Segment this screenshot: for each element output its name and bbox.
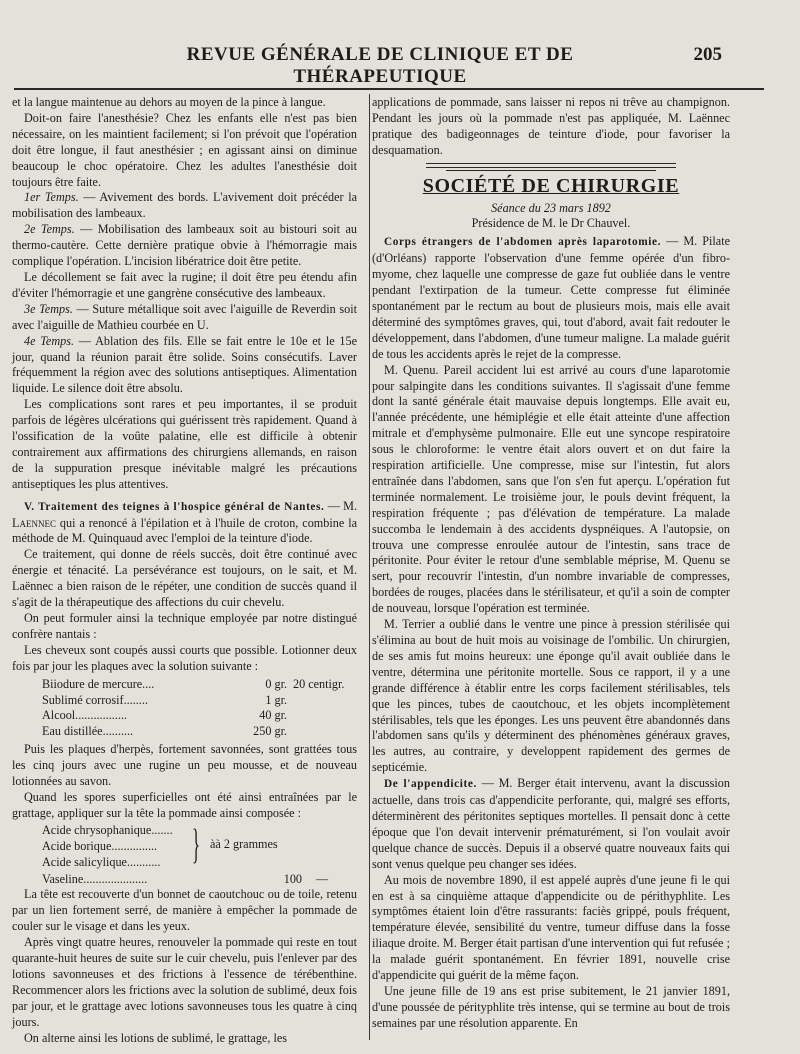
paragraph: Les cheveux sont coupés aussi courts que possible. Lotionner deux fois par jour les plaques avec la solution suivante : [12, 642, 357, 673]
formula-row [42, 708, 337, 724]
formula-pommade [42, 823, 357, 871]
section-heading: De l'appendicite. [384, 778, 477, 791]
section-rule [426, 163, 676, 168]
page-header [0, 40, 800, 87]
quantity: 250 gr. [253, 724, 287, 739]
paragraph: Puis les plaques d'herpès, fortement savonnées, sont grattées tous les cinq jours avec une rugine un peu mousse, et de nouveau lotionnées au savon. [12, 742, 357, 789]
paragraph: Une jeune fille de 19 ans est prise subitement, le 21 janvier 1891, d'une poussée de pérityphlite très intense, qui se termine au bout de trois semaines par une résolution apparente. En [372, 983, 730, 1030]
quantity: 100 [283, 871, 302, 886]
paragraph [12, 222, 357, 270]
paragraph [12, 190, 357, 222]
paragraph: Le décollement se fait avec la rugine; il doit être peu étendu afin d'éviter l'hémorragie et une gangrène consécutive des lambeaux. [12, 269, 357, 300]
unit: 20 centigr. [293, 676, 345, 691]
step-label: 1er Temps. [24, 190, 79, 205]
running-title: REVUE GÉNÉRALE DE CLINIQUE ET DE THÉRAPEUTIQUE [186, 44, 574, 87]
paragraph: Doit-on faire l'anesthésie? Chez les enfants elle n'est pas bien nécessaire, on les maintient facilement; si l'on prévoit que l'opération doit être longue, il faut anesthésier ; en agissant ainsi on diminue beaucoup le choc opératoire. Chez les adultes l'anesthésie doit toujours être faite. [12, 110, 357, 189]
paragraph: Quand les spores superficielles ont été ainsi entraînées par le grattage, appliquer sur la tête la pommade ainsi composée : [12, 789, 357, 820]
unit [287, 708, 353, 724]
ingredient: Vaseline..................... [42, 871, 148, 886]
paragraph: On peut formuler ainsi la technique employée par notre distingué confrère nantais : [12, 611, 357, 641]
paragraph: On alterne ainsi les lotions de sublimé, le grattage, les [24, 1030, 287, 1045]
step-text: — Avivement des bords. L'avivement doit précéder la mobilisation des lambeaux. [12, 190, 357, 221]
formula-lotion [42, 677, 357, 741]
ingredient: Acide salicylique........... [42, 854, 161, 869]
paragraph: et la langue maintenue au dehors au moyen de la pince à langue. [12, 95, 326, 109]
society-title: SOCIÉTÉ DE CHIRURGIE [422, 174, 680, 197]
header-rule [14, 88, 764, 90]
unit [287, 693, 353, 709]
ingredient-group [42, 823, 192, 871]
section-text: qui a renoncé à l'épilation et à l'huile de croton, combine la méthode de M. Quinquaud avec l'emploi de la teinture d'iode. [12, 515, 357, 546]
ingredient: Sublimé corrosif........ [42, 692, 148, 707]
section-paragraph [12, 499, 357, 548]
paragraph [12, 302, 357, 334]
ingredient: Alcool................. [42, 708, 127, 723]
section-text: — M. Berger était intervenu, avant la discussion actuelle, dans trois cas d'appendicite perforante, qui, malgré ses efforts, déterminèrent des péritonites septiques mortelles. Il pensait donc à cette époque que l'on devait intervenir prématurément, si l'on voulait avoir quelque chance de succès. Depuis il a observé quatre nouveaux faits qui sont venus quelque peu changer ses idées. [372, 776, 730, 871]
column-divider [369, 94, 370, 1040]
step-label: 2e Temps. [24, 222, 75, 237]
paragraph: M. Terrier a oublié dans le ventre une pince à pression stérilisée qui s'élimina au bout de huit mois au voisinage de l'ombilic. Un chirurgien, de ses amis fut moins heureux: une éponge qu'il avait oubliée dans le ventre, détermina une péritonite mortelle. Sous ce rapport, il y a une grande différence à établir entre les corps facilement stérilisables, tels que les pinces, tubes de caoutchouc, et les objets incomplètement stérilisables, tels que les éponges. Les uns peuvent être abandonnés dans l'abdomen sans qu'ils y déterminent des phénomènes généraux graves, les autres, au contraire, y developpent rapidement des germes de septicémie. [372, 617, 730, 775]
ingredient: Eau distillée.......... [42, 724, 134, 739]
paragraph: Au mois de novembre 1890, il est appelé auprès d'une jeune fi le qui en est à sa cinquième attaque d'appendicite ou de périthyphlite. Les symptômes étaient loin d'être rassurants: faciès grippé, pouls fréquent, température élevée, sensibilité du ventre, tumeur diffuse dans la fosse iliaque droite. M. Berger était partisan d'une intervention qui fut refusée ; la malade guérit spontanément. En février 1891, nouvelle crise d'appendicite qui guérit de la même façon. [372, 872, 730, 983]
ingredient: Biiodure de mercure.... [42, 676, 155, 691]
brace-glyph: } [192, 821, 201, 868]
section-heading: V. Traitement des teignes à l'hospice général de Nantes. [24, 500, 325, 513]
paragraph: Les complications sont rares et peu importantes, il se produit parfois de légères ulcérations qui guérissent très rapidement. Quand à l'ossification de la voûte palatine, elle est difficile à obtenir contrairement aux affirmations des chirurgiens allemands, en raison de la suppuration presque inévitable malgré les précautions antiseptiques les plus attentives. [12, 397, 357, 491]
quantity: 0 gr. [265, 676, 287, 691]
paragraph: Ce traitement, qui donne de réels succès, doit être continué avec énergie et ténacité. La persévérance est toujours, on le sait, et M. Laënnec a bien raison de le répéter, une condition de succès quand il s'agit de la thérapeutique des affections du cuir chevelu. [12, 547, 357, 610]
paragraph: La tête est recouverte d'un bonnet de caoutchouc ou de toile, retenu par un lien fortement serré, de manière à empêcher la pommade de couler sur le visage et dans les yeux. [12, 887, 357, 934]
unit: — [315, 871, 329, 886]
quantity: 40 gr. [259, 708, 287, 723]
paragraph: M. Quenu. Pareil accident lui est arrivé au cours d'une laparotomie pour salpingite dans les conditions suivantes. Il s'agissait d'une femme dont la santé générale était mauvaise depuis longtemps. Elle avait eu, l'année précédente, une hémiplégie et elle était atteinte d'une affection mitrale et d'emphysème pulmonaire. Elle eut une syncope respiratoire sous le chloroforme: le ventre était alors ouvert et on dut faire la respiration artificielle. Une compresse, mise sur l'intestin, fut alors entraînée dans l'abdomen, sans que l'on s'en fut aperçu. L'opération fut terminée normalement. Le troisième jour, le pouls devint fréquent, la respiration fréquente ; pas d'élévation de température. La malade succomba le lendemain à des accidents dyspnéiques. A l'autopsie, on trouva une compresse enroulée autour de l'intestin, sans trace de péritonite. Pour éviter le retour d'une semblable méprise, M. Quenu se sert, pour recouvrir l'intestin, d'un nombre invariable de compresses, bordées de rouges, placées dans le stérilisateur, et qu'il a soin de compter de nouveau, lorsque l'opération est terminée. [372, 362, 730, 616]
paragraph [372, 234, 730, 362]
session-date: Séance du 23 mars 1892 [491, 200, 611, 215]
unit [287, 724, 353, 740]
session-president: Présidence de M. le Dr Chauvel. [471, 216, 631, 231]
step-text: — Suture métallique soit avec l'aiguille de Reverdin soit avec l'aiguille de Mathieu courbée en U. [12, 301, 357, 332]
step-label: 3e Temps. [24, 301, 73, 316]
step-text: — Ablation des fils. Elle se fait entre le 10e et le 15e jour, quand la réunion parait être solide. Soins consécutifs. Laver fréquemment la région avec des solutions antiseptiques. Alimentation liquide. Le silence doit être absolu. [12, 333, 357, 396]
formula-row [42, 872, 357, 888]
paragraph: applications de pommade, sans laisser ni repos ni trêve au champignon. Pendant les jours où la pommade n'est pas appliquée, M. Laënnec pratique des badigeonnages de teinture d'iode, pour favoriser la desquamation. [372, 95, 730, 157]
section-text: — M. Pilate (d'Orléans) rapporte l'observation d'une femme opérée d'un fibro-myome, chez laquelle une compresse de gaze fut oubliée dans le ventre pendant l'extirpation de la tumeur. Cette compresse fut éliminée spontanément par le rectum au bout de plusieurs mois, mais elle avait déterminé des symptômes graves, qui, tout d'abord, avait fait redouter le développement, dans l'abdomen, d'une tumeur maligne. La malade guérit de tous les accidents après le rejet de la compresse. [372, 234, 731, 361]
quantity: 1 gr. [265, 692, 287, 707]
ingredient: Acide chrysophanique....... [42, 822, 173, 837]
step-label: 4e Temps. [24, 333, 75, 348]
right-column [372, 95, 730, 1032]
formula-row [42, 676, 345, 693]
formula-row [42, 693, 337, 709]
paragraph [372, 776, 730, 872]
paragraph: Après vingt quatre heures, renouveler la pommade qui reste en tout quarante-huit heures de suite sur le cuir chevelu, puis l'enlever par des lotions savonneuses et des frictions à l'essence de térébenthine. Recommencer alors les frictions avec la solution de sublimé, deux fois par jour, et le grattage avec lotions savonneuses tous les quatre à cinq jours. [12, 935, 357, 1029]
ingredient: Acide borique............... [42, 838, 158, 853]
page-number: 205 [693, 44, 722, 65]
section-heading: Corps étrangers de l'abdomen après laparotomie. [384, 236, 662, 249]
author-name: Laennec [12, 515, 56, 530]
formula-row [42, 724, 337, 740]
quantity: àà 2 grammes [210, 836, 278, 851]
section-dash: — M. [324, 498, 357, 513]
paragraph [12, 334, 357, 398]
section-rule [446, 170, 656, 171]
left-column [12, 95, 357, 1046]
step-text: — Mobilisation des lambeaux soit au bistouri soit au thermo-cautère. Cette dernière pratique obvie à l'hémorragie mais complique l'opération. L'incision libératrice doit être petite. [12, 222, 357, 269]
